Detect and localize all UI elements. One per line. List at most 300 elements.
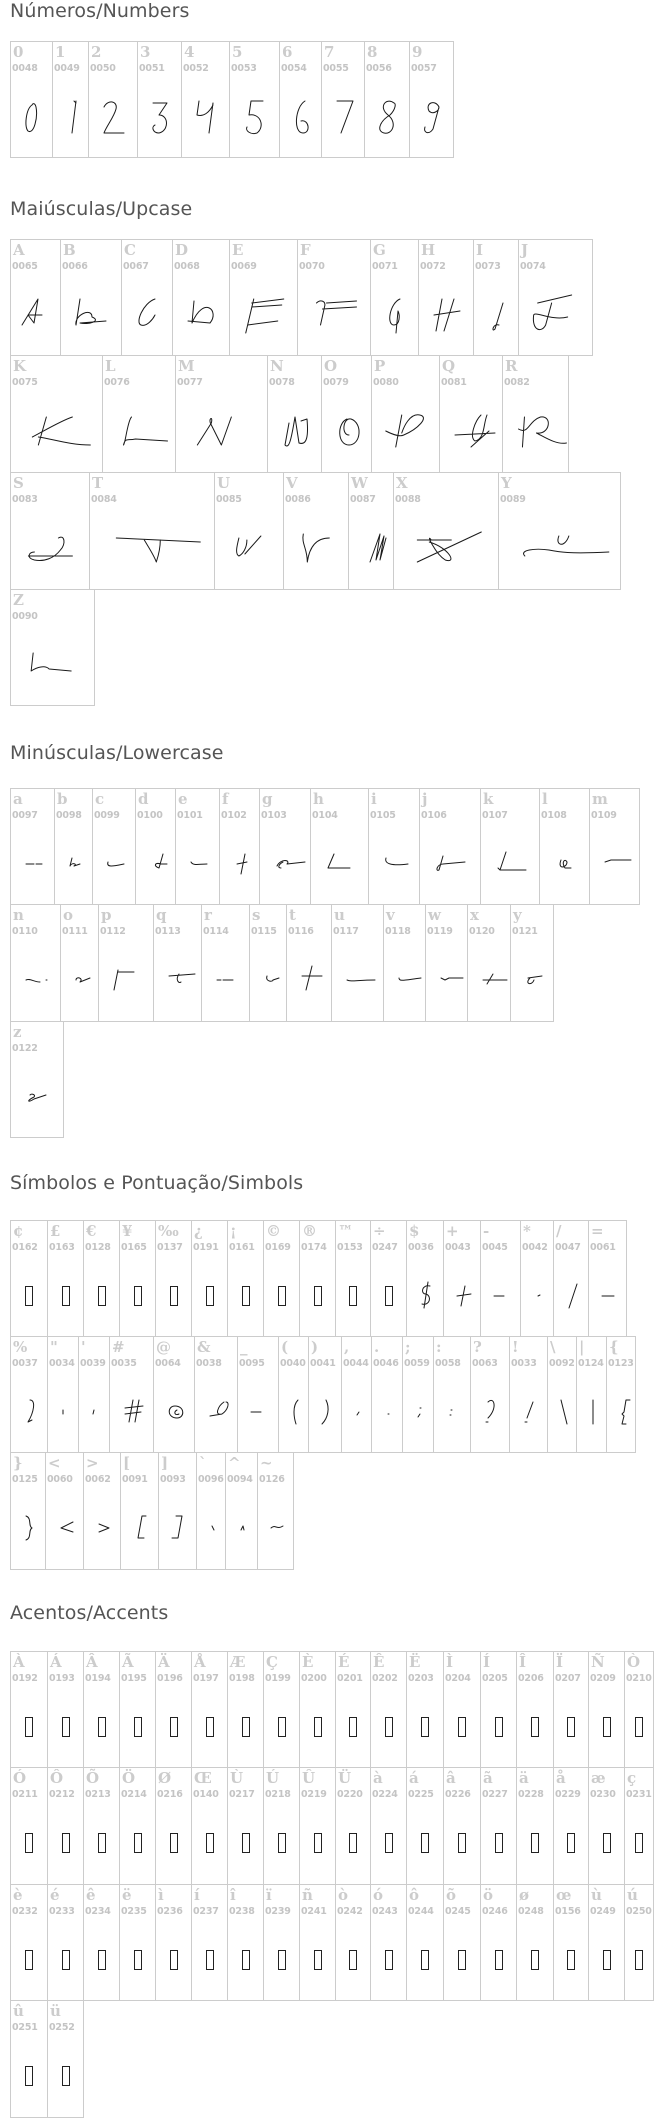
glyph-char-label: F [300,241,311,259]
glyph-code-label: 0077 [177,377,203,388]
glyph-cell [393,472,499,590]
glyph-cell [480,1767,517,1885]
glyph-char-label: å [556,1769,566,1787]
glyph-code-label: 0156 [555,1906,581,1917]
handwritten-glyph-icon [481,839,539,889]
missing-glyph-box-icon [264,1702,299,1752]
glyph-cell [588,1767,625,1885]
glyph-char-label: T [92,474,104,492]
glyph-code-label: 0044 [343,1358,369,1369]
missing-glyph-box-icon [11,2051,47,2101]
glyph-code-label: 0076 [104,377,130,388]
handwritten-glyph-icon [260,839,310,889]
glyph-char-label: Å [194,1653,206,1671]
handwritten-glyph-icon [61,955,98,1005]
glyph-char-label: S [13,474,24,492]
handwritten-glyph-icon [434,1387,470,1437]
handwritten-glyph-icon [369,839,419,889]
glyph-code-label: 0243 [372,1906,398,1917]
glyph-char-label: ä [519,1769,529,1787]
missing-glyph-box-icon [336,1818,370,1868]
glyph-char-label: Ù [230,1769,244,1787]
glyph-char-label: € [86,1222,97,1240]
handwritten-glyph-icon [202,955,249,1005]
glyph-code-label: 0082 [504,377,530,388]
glyph-cell [225,1452,258,1570]
glyph-cell [47,1336,79,1453]
glyph-char-label: À [13,1653,25,1671]
glyph-cell [498,472,621,590]
missing-glyph-box-icon [589,1818,624,1868]
handwritten-glyph-icon [280,92,321,142]
glyph-cell [10,1767,48,1885]
glyph-char-label: V [286,474,298,492]
glyph-cell [153,904,202,1022]
glyph-cell [286,904,332,1022]
glyph-code-label: 0204 [445,1673,471,1684]
glyph-char-label: @ [156,1338,171,1356]
glyph-char-label: £ [50,1222,61,1240]
handwritten-glyph-icon [103,406,175,456]
missing-glyph-box-icon [11,1271,47,1321]
section-title-accents: Acentos/Accents [10,1602,169,1624]
glyph-code-label: 0220 [337,1789,363,1800]
glyph-cell [10,472,90,590]
glyph-code-label: 0048 [12,63,38,74]
missing-glyph-box-icon [156,1271,191,1321]
handwritten-glyph-icon [540,839,589,889]
glyph-char-label: Æ [230,1653,246,1671]
glyph-char-label: z [13,1023,22,1041]
glyph-cell [624,1651,654,1768]
glyph-char-label: 5 [232,43,243,61]
glyph-cell [10,1884,48,2001]
glyph-char-label: W [351,474,368,492]
glyph-char-label: ; [405,1338,411,1356]
glyph-char-label: Â [86,1653,98,1671]
glyph-code-label: 0211 [12,1789,38,1800]
glyph-cell [283,472,349,590]
glyph-char-label: f [222,790,229,808]
glyph-code-label: 0161 [229,1242,255,1253]
glyph-code-label: 0140 [193,1789,219,1800]
missing-glyph-box-icon [517,1702,553,1752]
handwritten-glyph-icon [349,523,393,573]
handwritten-glyph-icon [511,955,553,1005]
glyph-code-label: 0078 [269,377,295,388]
handwritten-glyph-icon [11,523,89,573]
missing-glyph-box-icon [11,1818,47,1868]
missing-glyph-box-icon [48,1818,83,1868]
glyph-cell [52,41,89,158]
glyph-char-label: x [470,906,479,924]
handwritten-glyph-icon [607,1387,635,1437]
glyph-code-label: 0035 [111,1358,137,1369]
glyph-char-label: o [63,906,74,924]
glyph-cell [249,904,287,1022]
glyph-code-label: 0206 [518,1673,544,1684]
glyph-char-label: ^ [228,1454,241,1472]
glyph-code-label: 0107 [482,810,508,821]
glyph-code-label: 0091 [122,1474,148,1485]
handwritten-glyph-icon [590,839,639,889]
glyph-char-label: n [13,906,24,924]
glyph-code-label: 0103 [261,810,287,821]
glyph-char-label: B [63,241,76,259]
glyph-code-label: 0203 [408,1673,434,1684]
glyph-code-label: 0228 [518,1789,544,1800]
glyph-code-label: 0038 [196,1358,222,1369]
glyph-char-label: a [13,790,23,808]
handwritten-glyph-icon [372,406,439,456]
handwritten-glyph-icon [11,290,60,340]
glyph-char-label: ] [161,1454,169,1472]
glyph-code-label: 0195 [121,1673,147,1684]
glyph-code-label: 0046 [373,1358,399,1369]
handwritten-glyph-icon [468,955,510,1005]
missing-glyph-box-icon [336,1271,370,1321]
glyph-cell [227,1884,264,2001]
glyph-code-label: 0040 [280,1358,306,1369]
missing-glyph-box-icon [156,1818,191,1868]
missing-glyph-box-icon [371,1702,406,1752]
glyph-code-label: 0100 [137,810,163,821]
glyph-char-label: Á [50,1653,62,1671]
missing-glyph-box-icon [481,1935,516,1985]
glyph-char-label: k [483,790,494,808]
glyph-cell [83,1651,120,1768]
glyph-cell [299,1651,336,1768]
glyph-char-label: H [421,241,436,259]
missing-glyph-box-icon [264,1818,299,1868]
missing-glyph-box-icon [517,1818,553,1868]
glyph-char-label: C [124,241,136,259]
glyph-cell [121,239,173,356]
glyph-char-label: N [270,357,284,375]
glyph-char-label: ò [338,1886,349,1904]
glyph-code-label: 0232 [12,1906,38,1917]
glyph-code-label: 0216 [157,1789,183,1800]
glyph-char-label: é [50,1886,60,1904]
glyph-code-label: 0104 [312,810,338,821]
glyph-code-label: 0064 [155,1358,181,1369]
glyph-char-label: õ [446,1886,457,1904]
glyph-code-label: 0086 [285,494,311,505]
glyph-char-label: 6 [282,43,293,61]
glyph-cell [191,1220,228,1337]
glyph-cell [10,1021,64,1138]
glyph-char-label: ê [86,1886,96,1904]
glyph-code-label: 0174 [301,1242,327,1253]
handwritten-glyph-icon [394,523,498,573]
glyph-cell [92,788,136,905]
handwritten-glyph-icon [403,1387,433,1437]
glyph-code-label: 0128 [85,1242,111,1253]
glyph-char-label: ` [199,1454,207,1472]
glyph-cell [181,41,230,158]
glyph-cell [409,41,454,158]
glyph-code-label: 0202 [372,1673,398,1684]
glyph-code-label: 0193 [49,1673,75,1684]
glyph-code-label: 0098 [56,810,82,821]
glyph-code-label: 0068 [174,261,200,272]
glyph-char-label: Õ [86,1769,100,1787]
glyph-code-label: 0050 [90,63,116,74]
glyph-cell [433,1336,471,1453]
glyph-char-label: " [50,1338,58,1356]
glyph-char-label: ! [512,1338,519,1356]
glyph-char-label: d [138,790,149,808]
glyph-code-label: 0090 [12,611,38,622]
glyph-cell [331,904,384,1022]
glyph-code-label: 0118 [385,926,411,937]
glyph-char-label: Ø [158,1769,172,1787]
glyph-cell [624,1767,654,1885]
glyph-char-label: 7 [324,43,335,61]
glyph-cell [443,1884,481,2001]
glyph-code-label: 0192 [12,1673,38,1684]
glyph-char-label: O [324,357,338,375]
glyph-char-label: y [513,906,522,924]
missing-glyph-box-icon [84,1818,119,1868]
glyph-cell [370,239,419,356]
glyph-code-label: 0235 [121,1906,147,1917]
glyph-cell [335,1884,371,2001]
glyph-code-label: 0125 [12,1474,38,1485]
glyph-code-label: 0069 [231,261,257,272]
missing-glyph-box-icon [554,1935,588,1985]
glyph-code-label: 0233 [49,1906,75,1917]
glyph-cell [589,788,640,905]
glyph-cell [539,788,590,905]
glyph-char-label: * [523,1222,531,1240]
glyph-code-label: 0238 [229,1906,255,1917]
glyph-char-label: 3 [140,43,151,61]
glyph-code-label: 0247 [372,1242,398,1253]
glyph-char-label: Ï [556,1653,564,1671]
glyph-cell [10,1452,46,1570]
glyph-char-label: á [409,1769,419,1787]
handwritten-glyph-icon [250,955,286,1005]
glyph-char-label: ¥ [122,1222,133,1240]
glyph-code-label: 0041 [310,1358,336,1369]
glyph-char-label: ú [627,1886,638,1904]
glyph-code-label: 0252 [49,2022,75,2033]
glyph-cell [119,1767,156,1885]
glyph-cell [470,1336,510,1453]
handwritten-glyph-icon [230,92,279,142]
glyph-cell [510,904,554,1022]
missing-glyph-box-icon [228,1935,263,1985]
handwritten-glyph-icon [173,290,229,340]
missing-glyph-box-icon [407,1935,443,1985]
handwritten-glyph-icon [121,1503,158,1553]
glyph-char-label: ë [122,1886,132,1904]
glyph-char-label: M [178,357,195,375]
glyph-cell [443,1220,481,1337]
handwritten-glyph-icon [46,1503,83,1553]
glyph-char-label: & [197,1338,211,1356]
glyph-code-label: 0102 [221,810,247,821]
glyph-cell [135,788,176,905]
handwritten-glyph-icon [426,955,467,1005]
handwritten-glyph-icon [11,406,102,456]
missing-glyph-box-icon [11,1702,47,1752]
glyph-cell [137,41,182,158]
missing-glyph-box-icon [192,1818,227,1868]
glyph-char-label: ® [302,1222,317,1240]
missing-glyph-box-icon [300,1935,335,1985]
glyph-char-label: ¡ [230,1222,237,1240]
glyph-code-label: 0055 [323,63,349,74]
glyph-char-label: Ñ [591,1653,605,1671]
glyph-code-label: 0242 [337,1906,363,1917]
glyph-char-label: - [483,1222,490,1240]
glyph-code-label: 0227 [482,1789,508,1800]
glyph-code-label: 0049 [54,63,80,74]
glyph-cell [153,1336,195,1453]
glyph-code-label: 0117 [333,926,359,937]
glyph-code-label: 0052 [183,63,209,74]
glyph-code-label: 0039 [80,1358,106,1369]
handwritten-glyph-icon [420,839,480,889]
glyph-char-label: ¿ [194,1222,203,1240]
glyph-code-label: 0122 [12,1043,38,1054]
glyph-cell [172,239,230,356]
handwritten-glyph-icon [521,1271,553,1321]
handwritten-glyph-icon [48,1387,78,1437]
glyph-code-label: 0209 [590,1673,616,1684]
glyph-cell [227,1651,264,1768]
handwritten-glyph-icon [11,92,52,142]
glyph-cell [47,1884,84,2001]
glyph-code-label: 0105 [370,810,396,821]
glyph-char-label: J [521,241,529,259]
handwritten-glyph-icon [268,406,321,456]
handwritten-glyph-icon [298,290,370,340]
glyph-char-label: ) [311,1338,319,1356]
glyph-cell [467,904,511,1022]
glyph-code-label: 0112 [100,926,126,937]
handwritten-glyph-icon [238,1387,278,1437]
glyph-code-label: 0033 [511,1358,537,1369]
handwritten-glyph-icon [365,92,409,142]
handwritten-glyph-icon [371,290,418,340]
glyph-code-label: 0094 [227,1474,253,1485]
glyph-char-label: 9 [412,43,423,61]
handwritten-glyph-icon [372,1387,402,1437]
handwritten-glyph-icon [230,290,297,340]
handwritten-glyph-icon [176,839,219,889]
glyph-code-label: 0051 [139,63,165,74]
glyph-cell [516,1651,554,1768]
glyph-char-label: ? [473,1338,482,1356]
handwritten-glyph-icon [577,1387,606,1437]
glyph-code-label: 0218 [265,1789,291,1800]
glyph-code-label: 0244 [408,1906,434,1917]
glyph-char-label: í [194,1886,200,1904]
glyph-code-label: 0231 [626,1789,652,1800]
glyph-cell [553,1767,589,1885]
handwritten-glyph-icon [503,406,568,456]
glyph-char-label: ø [519,1886,530,1904]
glyph-code-label: 0250 [626,1906,652,1917]
glyph-cell [47,2000,84,2118]
glyph-char-label: Î [519,1653,527,1671]
glyph-cell [502,355,569,473]
handwritten-glyph-icon [226,1503,257,1553]
glyph-cell [10,788,55,905]
glyph-cell [89,472,215,590]
glyph-code-label: 0213 [85,1789,111,1800]
glyph-code-label: 0085 [216,494,242,505]
glyph-char-label: Q [442,357,456,375]
glyph-cell [10,239,61,356]
glyph-code-label: 0054 [281,63,307,74]
glyph-char-label: Y [501,474,512,492]
glyph-cell [83,1220,120,1337]
glyph-cell [553,1651,589,1768]
glyph-char-label: ô [409,1886,420,1904]
glyph-char-label: 1 [55,43,66,61]
glyph-cell [83,1767,120,1885]
glyph-char-label: ÷ [373,1222,386,1240]
glyph-code-label: 0089 [500,494,526,505]
glyph-cell [606,1336,636,1453]
glyph-char-label: © [266,1222,281,1240]
glyph-cell [443,1767,481,1885]
glyph-code-label: 0229 [555,1789,581,1800]
glyph-code-label: 0245 [445,1906,471,1917]
glyph-code-label: 0219 [301,1789,327,1800]
glyph-code-label: 0047 [555,1242,581,1253]
glyph-char-label: à [373,1769,383,1787]
glyph-char-label: i [371,790,377,808]
glyph-char-label: Ë [409,1653,421,1671]
glyph-cell [406,1767,444,1885]
glyph-char-label: | [579,1338,585,1356]
glyph-char-label: ì [158,1886,164,1904]
glyph-char-label: _ [240,1338,248,1356]
glyph-char-label: ã [483,1769,493,1787]
glyph-code-label: 0236 [157,1906,183,1917]
glyph-char-label: # [112,1338,125,1356]
handwritten-glyph-icon [197,1503,225,1553]
glyph-char-label: Ô [50,1769,64,1787]
glyph-code-label: 0153 [337,1242,363,1253]
glyph-char-label: % [13,1338,28,1356]
glyph-cell [371,1336,403,1453]
glyph-code-label: 0198 [229,1673,255,1684]
glyph-cell [10,41,53,158]
glyph-cell [175,788,220,905]
glyph-code-label: 0239 [265,1906,291,1917]
handwritten-glyph-icon [220,839,259,889]
glyph-cell [194,1336,238,1453]
handwritten-glyph-icon [342,1387,371,1437]
glyph-code-label: 0111 [62,926,88,937]
glyph-char-label: b [57,790,68,808]
glyph-cell [406,1220,444,1337]
glyph-char-label: Ö [122,1769,136,1787]
glyph-cell [47,1651,84,1768]
glyph-code-label: 0043 [445,1242,471,1253]
glyph-code-label: 0237 [193,1906,219,1917]
glyph-char-label: > [86,1454,99,1472]
glyph-code-label: 0075 [12,377,38,388]
glyph-code-label: 0074 [520,261,546,272]
glyph-code-label: 0163 [49,1242,75,1253]
